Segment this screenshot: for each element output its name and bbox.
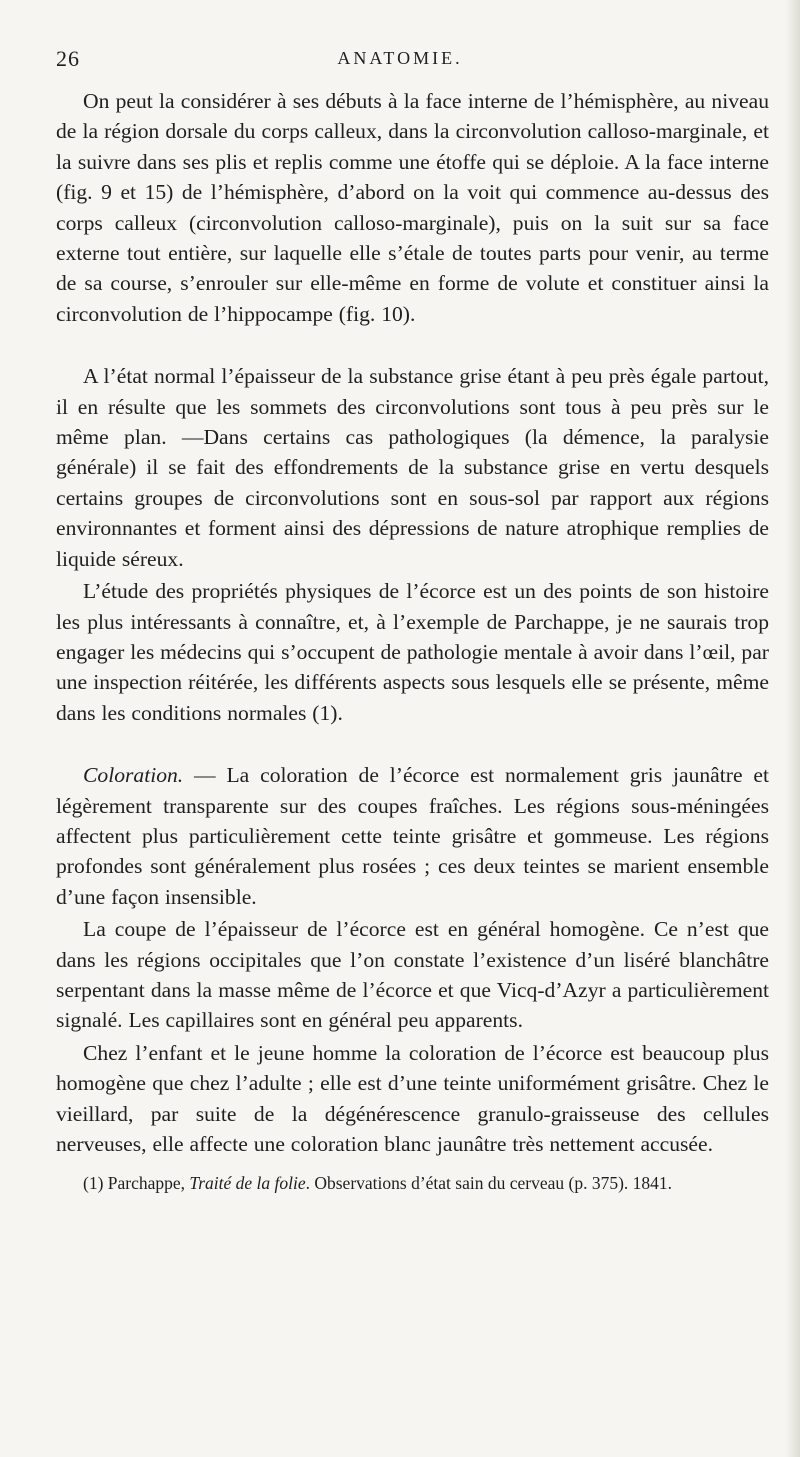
page-header (0, 46, 800, 76)
paragraph-physical-properties: L’étude des propriétés physiques de l’écorce est un des points de son histoire les plus intéressants à connaître, et, à l’exemple de Parchappe, je ne saurais trop engager les médecins qui s’occupent de pathologie mentale à avoir dans l’œil, par une inspection réitérée, les différents aspects sous lesquels elle se présente, même dans les conditions normales (1). (56, 579, 769, 725)
running-head: ANATOMIE. (337, 48, 463, 68)
coloration-intro-text: — La coloration de l’écorce est normalement gris jaunâtre et légèrement transparente sur des coupes fraîches. Les régions sous-méningées affectent plus particulièrement cette teinte grisâtre et gommeuse. Les régions profondes sont généralement plus rosées ; ces deux teintes se marient ensemble d’une façon insensible. (56, 763, 769, 909)
section-heading-coloration: Coloration. (83, 763, 184, 788)
footnote (56, 1171, 769, 1195)
paragraph-coloration (56, 760, 769, 912)
footnote-title: Traité de la folie (189, 1173, 306, 1194)
paragraph-age-coloration: Chez l’enfant et le jeune homme la coloration de l’écorce est beaucoup plus homogène que chez l’adulte ; elle est d’une teinte uniformément grisâtre. Chez le vieillard, par suite de la dégénérescence granulo-graisseuse des cellules nerveuses, elle affecte une coloration blanc jaunâtre très nettement accusée. (56, 1040, 769, 1156)
body-text (56, 86, 769, 1195)
footnote-rest: . Observations d’état sain du cerveau (p. 375). 1841. (305, 1173, 673, 1194)
footnote-marker: (1) (83, 1173, 104, 1194)
paragraph-cortex-section: La coupe de l’épaisseur de l’écorce est en général homogène. Ce n’est que dans les régions occipitales que l’on constate l’existence d’un liséré blanchâtre serpentant dans la masse même de l’écorce et que Vicq-d’Azyr a particulièrement signalé. Les capillaires sont en général peu apparents. (56, 917, 769, 1033)
paragraph-grey-matter-thickness: A l’état normal l’épaisseur de la substance grise étant à peu près égale partout, il en résulte que les sommets des circonvolutions sont tous à peu près sur le même plan. —Dans certains cas pathologiques (la démence, la paralysie générale) il se fait des effondrements de la substance grise en vertu desquels certains groupes de circonvolutions sont en sous-sol par rapport aux régions environnantes et forment ainsi des dépressions de nature atrophique remplies de liquide séreux. (56, 364, 769, 571)
paragraph-cortex-course: On peut la considérer à ses débuts à la face interne de l’hémisphère, au niveau de la région dorsale du corps calleux, dans la circonvolution calloso-marginale, et la suivre dans ses plis et replis comme une étoffe qui se déploie. A la face interne (fig. 9 et 15) de l’hémisphère, d’abord on la voit qui commence au-dessus des corps calleux (circonvolution calloso-marginale), puis on la suit sur sa face externe tout entière, sur laquelle elle s’étale de toutes parts pour venir, au terme de sa course, s’enrouler sur elle-même en forme de volute et constituer ainsi la circonvolution de l’hippocampe (fig. 10). (56, 89, 769, 326)
footnote-author: Parchappe, (103, 1173, 190, 1194)
page-number: 26 (56, 46, 80, 71)
page-edge-shadow (786, 0, 800, 1457)
